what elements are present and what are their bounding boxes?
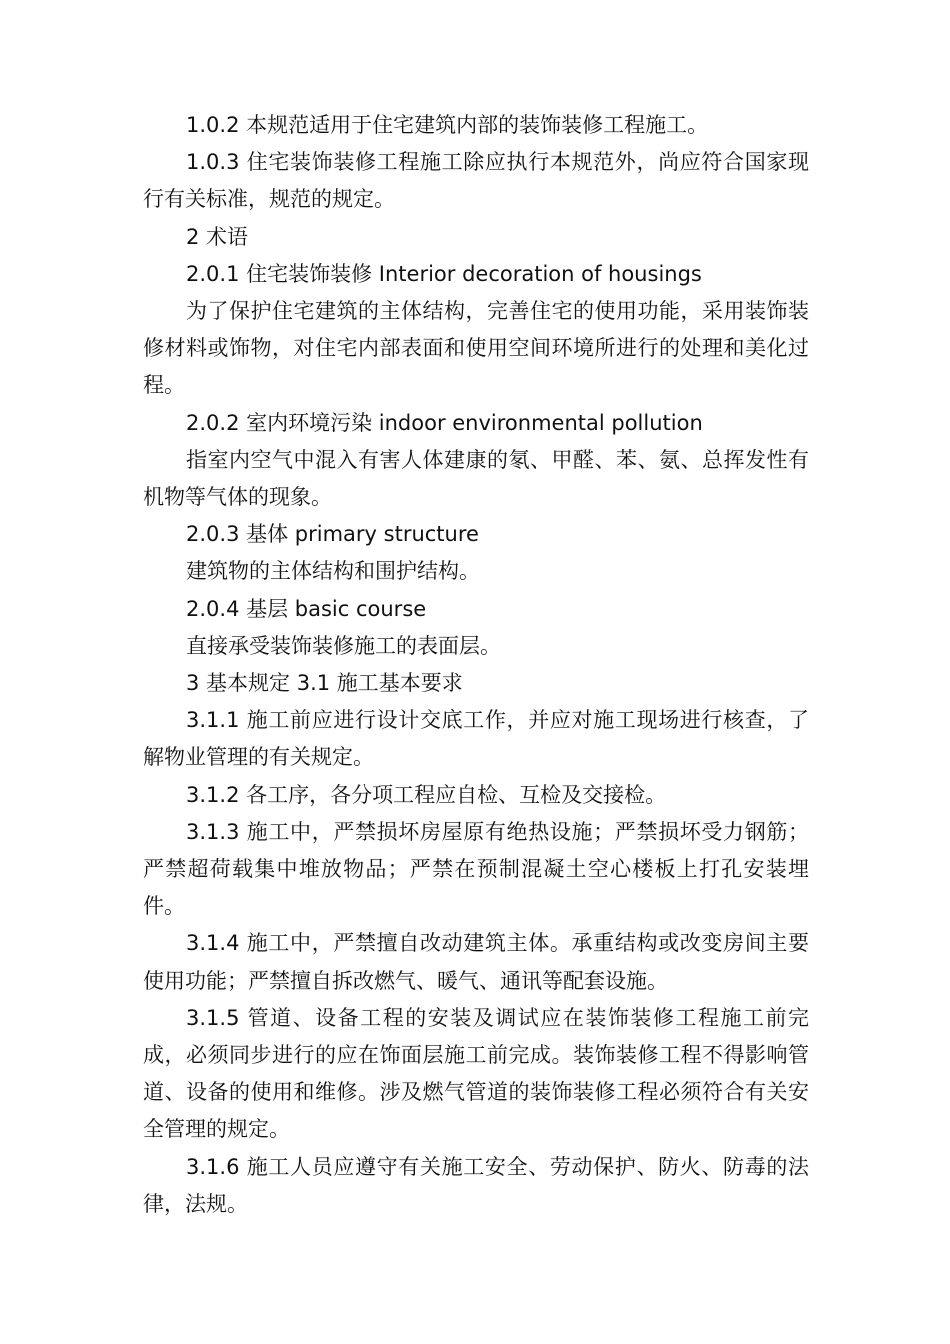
paragraph-3-1-6: 3.1.6 施工人员应遵守有关施工安全、劳动保护、防火、防毒的法律，法规。 — [143, 1154, 809, 1216]
term-definition-2-0-4: 直接承受装饰装修施工的表面层。 — [186, 633, 501, 658]
term-heading-2-0-1: 2.0.1 住宅装饰装修 Interior decoration of housings — [186, 261, 702, 286]
section-heading-terms: 2 术语 — [186, 224, 249, 249]
term-definition-2-0-3: 建筑物的主体结构和围护结构。 — [186, 559, 480, 584]
paragraph-1-0-2: 1.0.2 本规范适用于住宅建筑内部的装饰装修工程施工。 — [186, 113, 709, 137]
section-heading-basic-rules: 3 基本规定 3.1 施工基本要求 — [186, 671, 463, 696]
term-heading-2-0-3: 2.0.3 基体 primary structure — [186, 522, 479, 547]
paragraph-3-1-1: 3.1.1 施工前应进行设计交底工作，并应对施工现场进行核查，了解物业管理的有关规定。 — [143, 708, 809, 770]
paragraph-3-1-2: 3.1.2 各工序，各分项工程应自检、互检及交接检。 — [186, 782, 667, 807]
term-heading-2-0-4: 2.0.4 基层 basic course — [186, 596, 427, 621]
term-heading-2-0-2: 2.0.2 室内环境污染 indoor environmental pollution — [186, 410, 703, 435]
paragraph-3-1-5: 3.1.5 管道、设备工程的安装及调试应在装饰装修工程施工前完成，必须同步进行的应在饰面层施工前完成。装饰装修工程不得影响管道、设备的使用和维修。涉及燃气管道的装饰装修工程必须符合有关安全管理的规定。 — [143, 1005, 809, 1142]
paragraph-1-0-3: 1.0.3 住宅装饰装修工程施工除应执行本规范外，尚应符合国家现行有关标准，规范的规定。 — [143, 150, 809, 212]
paragraph-3-1-4: 3.1.4 施工中，严禁擅自改动建筑主体。承重结构或改变房间主要使用功能；严禁擅自拆改燃气、暖气、通讯等配套设施。 — [143, 931, 809, 993]
paragraph-3-1-3: 3.1.3 施工中，严禁损坏房屋原有绝热设施；严禁损坏受力钢筋；严禁超荷载集中堆放物品；严禁在预制混凝土空心楼板上打孔安装埋件。 — [143, 819, 809, 919]
term-definition-2-0-2: 指室内空气中混入有害人体建康的氡、甲醛、苯、氨、总挥发性有机物等气体的现象。 — [143, 447, 809, 510]
term-definition-2-0-1: 为了保护住宅建筑的主体结构，完善住宅的使用功能，采用装饰装修材料或饰物，对住宅内部表面和使用空间环境所进行的处理和美化过程。 — [143, 299, 809, 398]
document-page — [143, 107, 809, 1223]
